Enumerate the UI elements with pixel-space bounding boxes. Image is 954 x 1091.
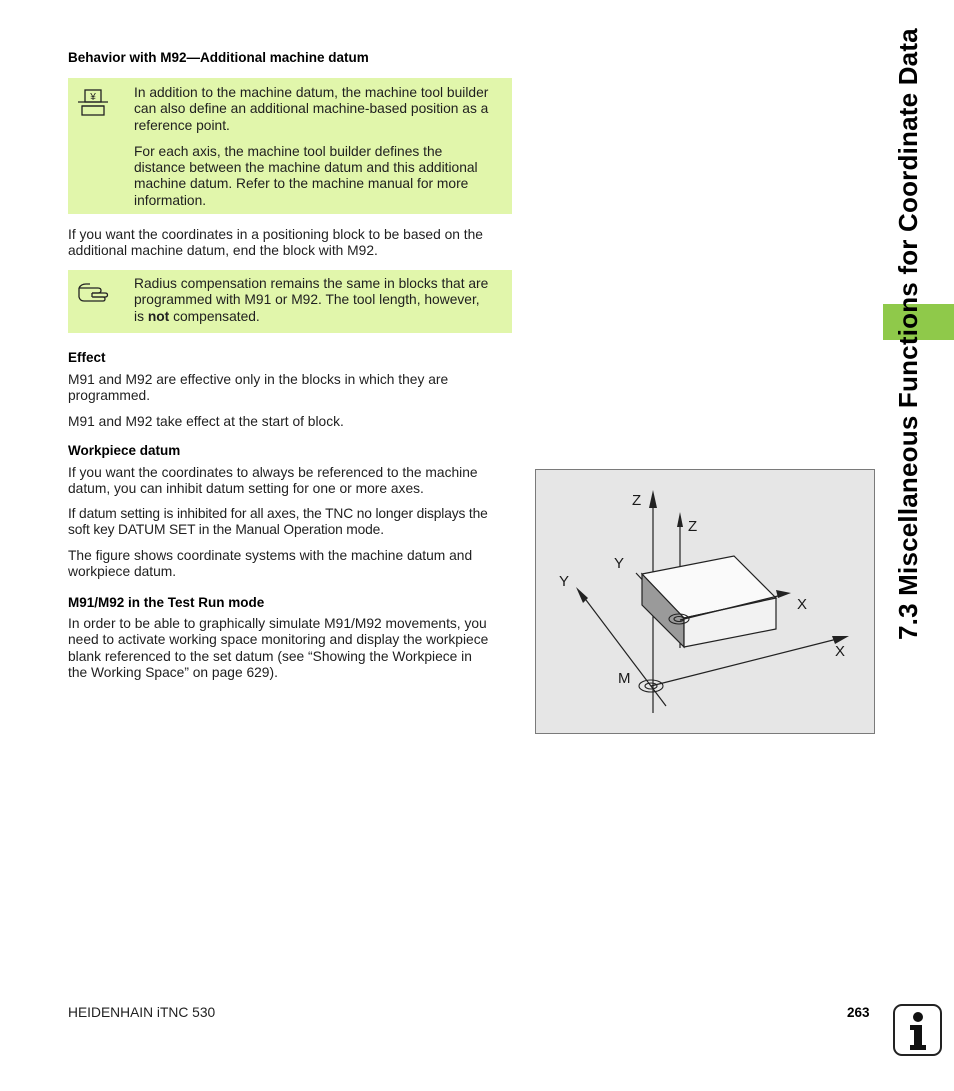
note1-line: reference point. xyxy=(134,117,230,133)
coordinate-systems-figure xyxy=(535,469,875,734)
section-heading: Behavior with M92—Additional machine datum xyxy=(68,50,369,65)
text-line: the Working Space” on page 629). xyxy=(68,664,278,680)
text-line: If datum setting is inhibited for all axes, the TNC no longer displays the xyxy=(68,506,488,521)
text-line: workpiece datum. xyxy=(68,564,177,580)
radius-compensation-note xyxy=(68,270,512,333)
text-line: In order to be able to graphically simulate M91/M92 movements, you xyxy=(68,616,487,631)
machine-y-label: Y xyxy=(559,573,570,590)
effect-heading: Effect xyxy=(68,350,106,365)
workpiece-y-label: Y xyxy=(614,555,625,572)
text-line: need to activate working space monitoring and display the workpiece xyxy=(68,632,489,648)
note2-line: Radius compensation remains the same in blocks that are xyxy=(134,276,489,291)
note1-line: can also define an additional machine-based position as a xyxy=(134,101,489,117)
text-line: The figure shows coordinate systems with the machine datum and xyxy=(68,548,473,563)
note1-line: information. xyxy=(134,192,207,208)
note1-line: For each axis, the machine tool builder defines the xyxy=(134,143,443,159)
info-glyph xyxy=(895,1006,940,1054)
machine-datum-label: M xyxy=(618,670,631,687)
testrun-paragraph xyxy=(68,616,488,681)
text-line: programmed. xyxy=(68,388,151,404)
note1-line: machine datum. Refer to the machine manual for more xyxy=(134,176,469,192)
note2-line: programmed with M91 or M92. The tool length, however, xyxy=(134,292,480,308)
coordinate-diagram xyxy=(536,470,874,733)
workpiece-x-arrow xyxy=(776,590,791,598)
svg-text:¥: ¥ xyxy=(90,92,96,103)
page-number: 263 xyxy=(847,1005,870,1020)
machine-icon xyxy=(78,88,110,121)
workpiece-z-arrow xyxy=(677,512,683,527)
machine-builder-note xyxy=(68,78,512,214)
chapter-side-title: 7.3 Miscellaneous Functions for Coordinate Data xyxy=(893,28,923,640)
text-line: soft key DATUM SET in the Manual Operation mode. xyxy=(68,522,384,538)
footer-product-name: HEIDENHAIN iTNC 530 xyxy=(68,1005,216,1020)
text-line: If you want the coordinates in a positioning block to be based on the xyxy=(68,227,483,242)
workpiece-paragraph-1 xyxy=(68,465,478,498)
machine-z-label: Z xyxy=(632,492,642,509)
note2-text: compensated. xyxy=(169,308,260,324)
workpiece-z-label: Z xyxy=(688,518,698,535)
text-line: additional machine datum, end the block with M92. xyxy=(68,243,378,259)
workpiece-paragraph-2 xyxy=(68,506,488,539)
machine-z-arrow xyxy=(649,490,657,508)
text-line: blank referenced to the set datum (see “Showing the Workpiece in xyxy=(68,648,472,664)
workpiece-paragraph-3 xyxy=(68,548,472,581)
note2-text: is xyxy=(134,308,148,324)
note1-line: In addition to the machine datum, the machine tool builder xyxy=(134,85,489,100)
workpiece-x-label: X xyxy=(797,596,808,613)
note2-line xyxy=(134,309,488,325)
text-line: If you want the coordinates to always be referenced to the machine xyxy=(68,465,478,480)
note1-line: distance between the machine datum and this additional xyxy=(134,160,478,176)
effect-paragraph-1 xyxy=(68,372,448,405)
m92-paragraph xyxy=(68,227,483,260)
machine-x-label: X xyxy=(835,643,846,660)
effect-paragraph-2: M91 and M92 take effect at the start of block. xyxy=(68,414,344,429)
text-line: M91 and M92 are effective only in the blocks in which they are xyxy=(68,372,449,387)
info-icon[interactable] xyxy=(893,1004,942,1056)
pointing-hand-icon xyxy=(78,281,112,308)
testrun-heading: M91/M92 in the Test Run mode xyxy=(68,595,265,610)
text-line: datum, you can inhibit datum setting for one or more axes. xyxy=(68,481,424,497)
note2-bold-text: not xyxy=(147,308,170,324)
workpiece-heading: Workpiece datum xyxy=(68,443,181,458)
